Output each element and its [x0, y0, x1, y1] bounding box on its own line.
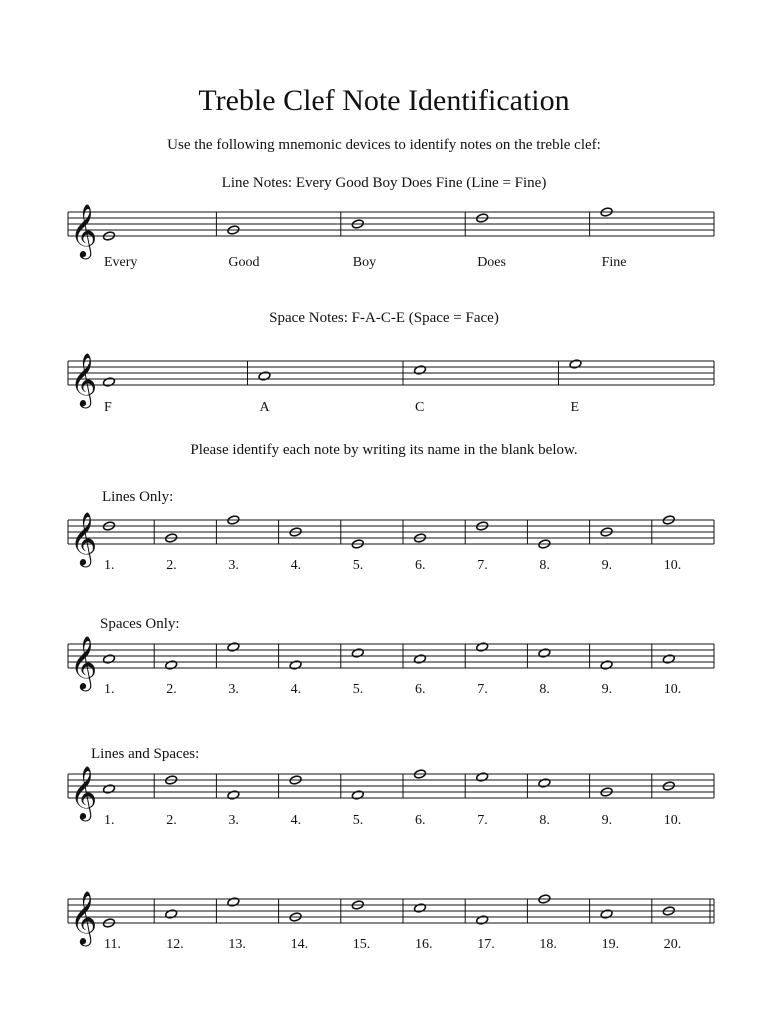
note-label: F [104, 400, 112, 415]
whole-note [258, 371, 271, 381]
note-label: 6. [415, 558, 426, 573]
intro-text: Use the following mnemonic devices to identify notes on the treble clef: [167, 137, 601, 153]
note-label: 10. [663, 813, 682, 828]
whole-note [227, 642, 240, 652]
treble-clef-icon: 𝄞 [70, 203, 98, 257]
treble-clef-icon: 𝄞 [70, 635, 98, 689]
note-label: 3. [228, 813, 239, 828]
note-label: 8. [539, 682, 550, 697]
whole-note [538, 648, 551, 658]
note-label: Boy [352, 255, 377, 270]
note-label: 6. [415, 682, 426, 697]
note-label: Good [228, 255, 260, 270]
whole-note [538, 778, 551, 788]
treble-clef-icon: 𝄞 [70, 511, 98, 565]
note-label: 5. [352, 682, 364, 697]
exercise-staff-lines-and-spaces [0, 760, 768, 840]
exercise-heading-lines-and-spaces: Lines and Spaces: [91, 746, 200, 762]
note-label: 1. [104, 682, 115, 697]
space-notes-staff [0, 343, 768, 423]
note-label: 4. [290, 813, 302, 828]
exercise-staff-continued [0, 884, 768, 964]
whole-note [414, 903, 427, 913]
note-label: C [415, 400, 425, 415]
line-notes-staff [0, 196, 768, 276]
note-label: 2. [166, 813, 177, 828]
treble-clef-icon: 𝄞 [70, 765, 98, 819]
whole-note [600, 660, 613, 670]
exercise-heading-lines-only: Lines Only: [102, 489, 174, 505]
note-label: 2. [166, 682, 177, 697]
whole-note [103, 654, 116, 664]
note-label: 14. [290, 937, 309, 952]
whole-note [351, 648, 364, 658]
whole-note [289, 660, 302, 670]
space-notes-heading: Space Notes: F-A-C-E (Space = Face) [269, 310, 499, 326]
instructions-text: Please identify each note by writing its name in the blank below. [190, 442, 578, 458]
note-label: 10. [663, 558, 682, 573]
whole-note [476, 772, 489, 782]
exercise-staff-lines-only [0, 504, 768, 584]
whole-note [414, 654, 427, 664]
note-label: 20. [663, 937, 682, 952]
note-label: 12. [166, 937, 184, 952]
note-label: 17. [477, 937, 495, 952]
note-label: 2. [166, 558, 177, 573]
note-label: 1. [104, 558, 115, 573]
whole-note [569, 359, 582, 369]
note-label: 3. [228, 682, 239, 697]
note-label: 9. [601, 813, 613, 828]
note-label: 9. [601, 682, 613, 697]
note-label: 5. [352, 558, 364, 573]
page-title: Treble Clef Note Identification [198, 84, 570, 117]
whole-note [227, 897, 240, 907]
note-label: A [259, 400, 270, 415]
note-label: 8. [539, 813, 550, 828]
whole-note [165, 660, 178, 670]
note-label: 16. [415, 937, 433, 952]
note-label: 7. [477, 682, 488, 697]
whole-note [227, 790, 240, 800]
note-label: 4. [290, 682, 302, 697]
note-label: 4. [290, 558, 302, 573]
exercise-heading-spaces-only: Spaces Only: [100, 616, 180, 632]
whole-note [351, 790, 364, 800]
note-label: 9. [601, 558, 613, 573]
note-label: E [570, 400, 580, 415]
exercise-staff-spaces-only [0, 629, 768, 709]
note-label: 5. [352, 813, 364, 828]
line-notes-heading: Line Notes: Every Good Boy Does Fine (Line = Fine) [221, 175, 547, 191]
note-label: Does [477, 255, 506, 270]
note-label: 13. [228, 937, 246, 952]
note-label: 6. [415, 813, 426, 828]
treble-clef-icon: 𝄞 [70, 890, 98, 944]
note-label: 3. [228, 558, 239, 573]
note-label: 11. [104, 937, 121, 952]
note-label: 1. [104, 813, 115, 828]
whole-note [476, 642, 489, 652]
treble-clef-icon: 𝄞 [70, 352, 98, 406]
note-label: 18. [539, 937, 557, 952]
note-label: Every [104, 255, 138, 270]
whole-note [103, 377, 116, 387]
whole-note [476, 915, 489, 925]
whole-note [662, 654, 675, 664]
note-label: 7. [477, 558, 488, 573]
note-label: 7. [477, 813, 488, 828]
whole-note [103, 784, 116, 794]
whole-note [600, 909, 613, 919]
note-label: Fine [601, 255, 627, 270]
note-label: 8. [539, 558, 550, 573]
note-label: 10. [663, 682, 682, 697]
note-label: 15. [352, 937, 371, 952]
whole-note [165, 909, 178, 919]
note-label: 19. [601, 937, 620, 952]
whole-note [414, 365, 427, 375]
